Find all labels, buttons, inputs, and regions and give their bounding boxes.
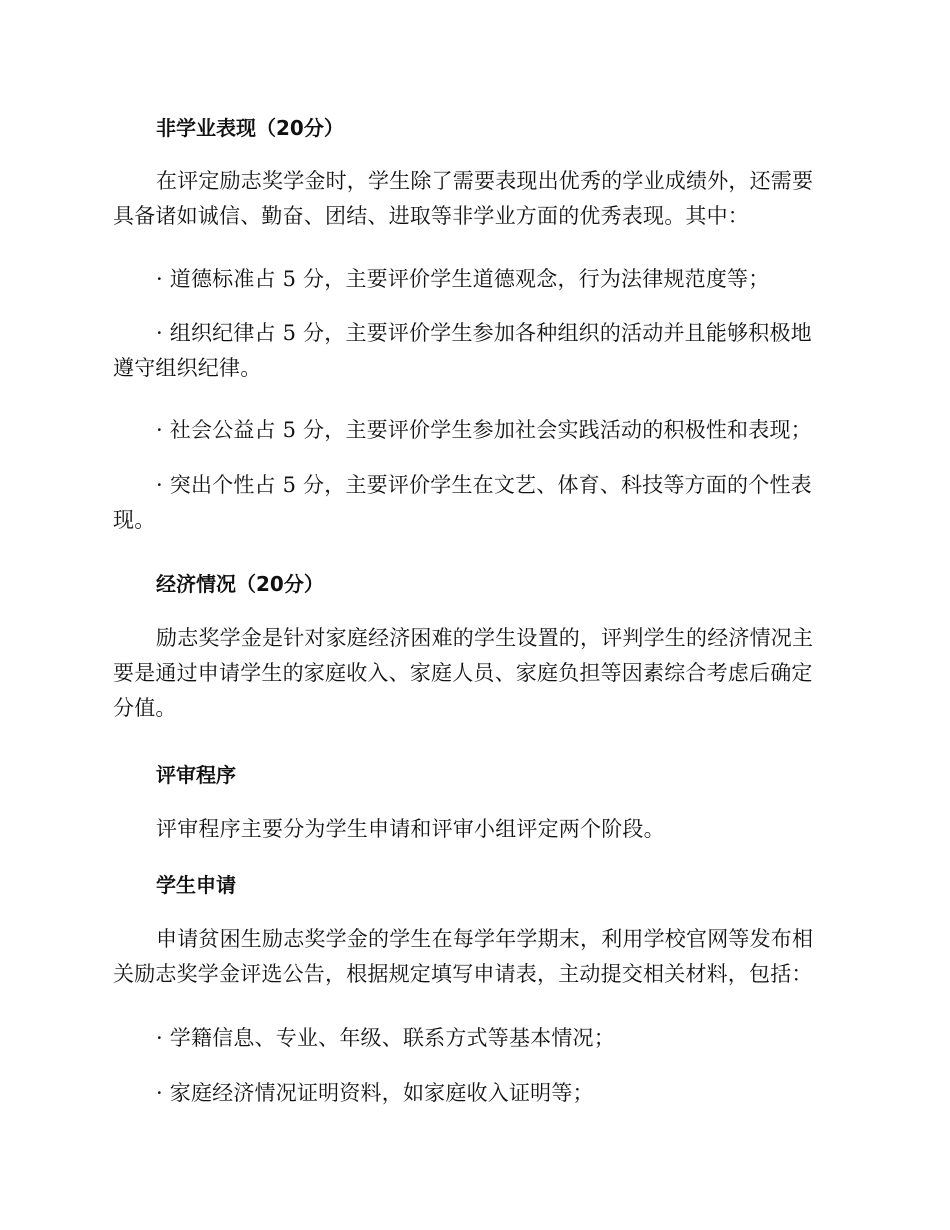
paragraph-student-application: 申请贫困生励志奖学金的学生在每学年学期末，利用学校官网等发布相关励志奖学金评选公告，根据规定填写申请表，主动提交相关材料，包括：	[113, 927, 814, 986]
bullet-social-welfare: · 社会公益占 5 分，主要评价学生参加社会实践活动的积极性和表现；	[156, 418, 812, 442]
paragraph-intro: 在评定励志奖学金时，学生除了需要表现出优秀的学业成绩外，还需要具备诸如诚信、勤奋、团结、进取等非学业方面的优秀表现。其中：	[113, 169, 814, 228]
bullet-moral-standard: · 道德标准占 5 分，主要评价学生道德观念，行为法律规范度等；	[156, 267, 770, 291]
section-heading-economic: 经济情况（20分）	[156, 572, 324, 596]
bullet-basic-info: · 学籍信息、专业、年级、联系方式等基本情况；	[156, 1026, 615, 1050]
bullet-personality: · 突出个性占 5 分，主要评价学生在文艺、体育、科技等方面的个性表现。	[113, 473, 812, 532]
section-heading-student-application: 学生申请	[156, 873, 236, 897]
paragraph-review-procedure: 评审程序主要分为学生申请和评审小组评定两个阶段。	[156, 817, 665, 841]
section-heading-review-procedure: 评审程序	[156, 763, 236, 787]
bullet-organization-discipline: · 组织纪律占 5 分，主要评价学生参加各种组织的活动并且能够积极地遵守组织纪律。	[113, 321, 812, 380]
paragraph-economic: 励志奖学金是针对家庭经济困难的学生设置的，评判学生的经济情况主要是通过申请学生的家庭收入、家庭人员、家庭负担等因素综合考虑后确定分值。	[113, 626, 814, 720]
section-heading-non-academic: 非学业表现（20分）	[156, 116, 344, 140]
bullet-family-economic-proof: · 家庭经济情况证明资料，如家庭收入证明等；	[156, 1081, 594, 1105]
